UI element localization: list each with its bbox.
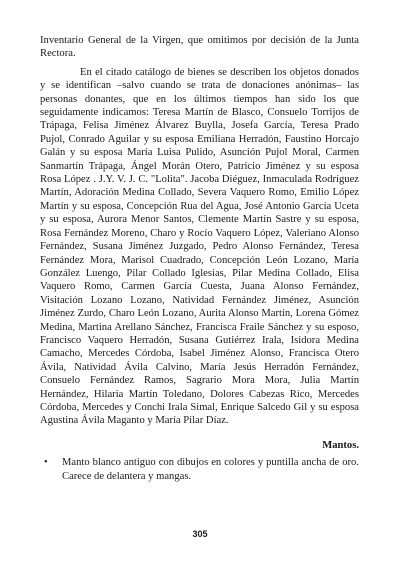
intro-paragraph: Inventario General de la Virgen, que omitimos por decisión de la Junta Rectora. (40, 35, 359, 60)
page-number: 305 (192, 529, 208, 539)
bullet-text: Manto blanco antiguo con dibujos en colores y puntilla ancha de oro. Carece de delantera y mangas. (62, 457, 359, 482)
section-heading: Mantos. (322, 439, 359, 451)
bullet-item (40, 456, 359, 483)
text-body (40, 34, 359, 483)
donors-paragraph: En el citado catálogo de bienes se describen los objetos donados y se identifican –salvo cuando se trata de donaciones anónimas– las personas donantes, que en los últimos tiempos han sido los que seguidamente indicamos: Teresa Martín de Blasco, Consuelo Torrijos de Trápaga, Felisa Jiménez Álvarez Buylla, Josefa García, Teresa Prado Pujol, Conrado Aguilar y su esposa Emiliana Herradón, Faustino Horcajo Galán y su esposa María Luisa Pulido, Asunción Pujol Moral, Carmen Sanmartín Trápaga, Ángel Morán Otero, Patricio Jiménez y su esposa Rosa López . J.Y. V. J. C. "Lolita". Jacoba Diéguez, Inmaculada Rodríguez Martín, Adoración Medina Collado, Severa Vaquero Romo, Emilio López Martín y su esposa, Concepción Rua del Agua, José Antonio García Uceta y su esposa, Aurora Menor Santos, Clemente Martín Sastre y su esposa, Rosa Fernández Moreno, Charo y Rocío Vaquero López, Valeriano Alonso Fernández, Susana Jiménez Juzgado, Pedro Alonso Fernández, Teresa Fernández Mora, Marisol Cuadrado, Concepción León Lozano, María González Luengo, Pilar Collado Iglesias, Pilar Medina Collado, Elisa Vaquero Romo, Carmen García Cuesta, Juana Alonso Fernández, Visitación Lozano Lozano, Natividad Fernández Jiménez, Asunción Jiménez Zurdo, Charo León Lozano, Aurita Alonso Martín, Lorena Gómez Medina, Martina Arellano Sánchez, Francisca Fraile Sánchez y su esposo, Francisco Vaquero Herradón, Susana Gutiérrez Irala, Isidora Medina Camacho, Mercedes Córdoba, Isabel Jiménez Alonso, Francisca Otero Ávila, Natividad Ávila Calvino, María Jesús Herradón Fernández, Consuelo Fernández Ramos, Sagrario Mora Mora, Julia Martín Hernández, Hilaria Martín Toledano, Dolores Cabezas Rico, Mercedes Córdoba, Mercedes y Conchi Irala Simal, Enrique Salcedo Gil y su esposa Agustina Ávila Maganto y María Pilar Díaz. (40, 66, 359, 427)
bullet-icon: • (44, 457, 48, 469)
